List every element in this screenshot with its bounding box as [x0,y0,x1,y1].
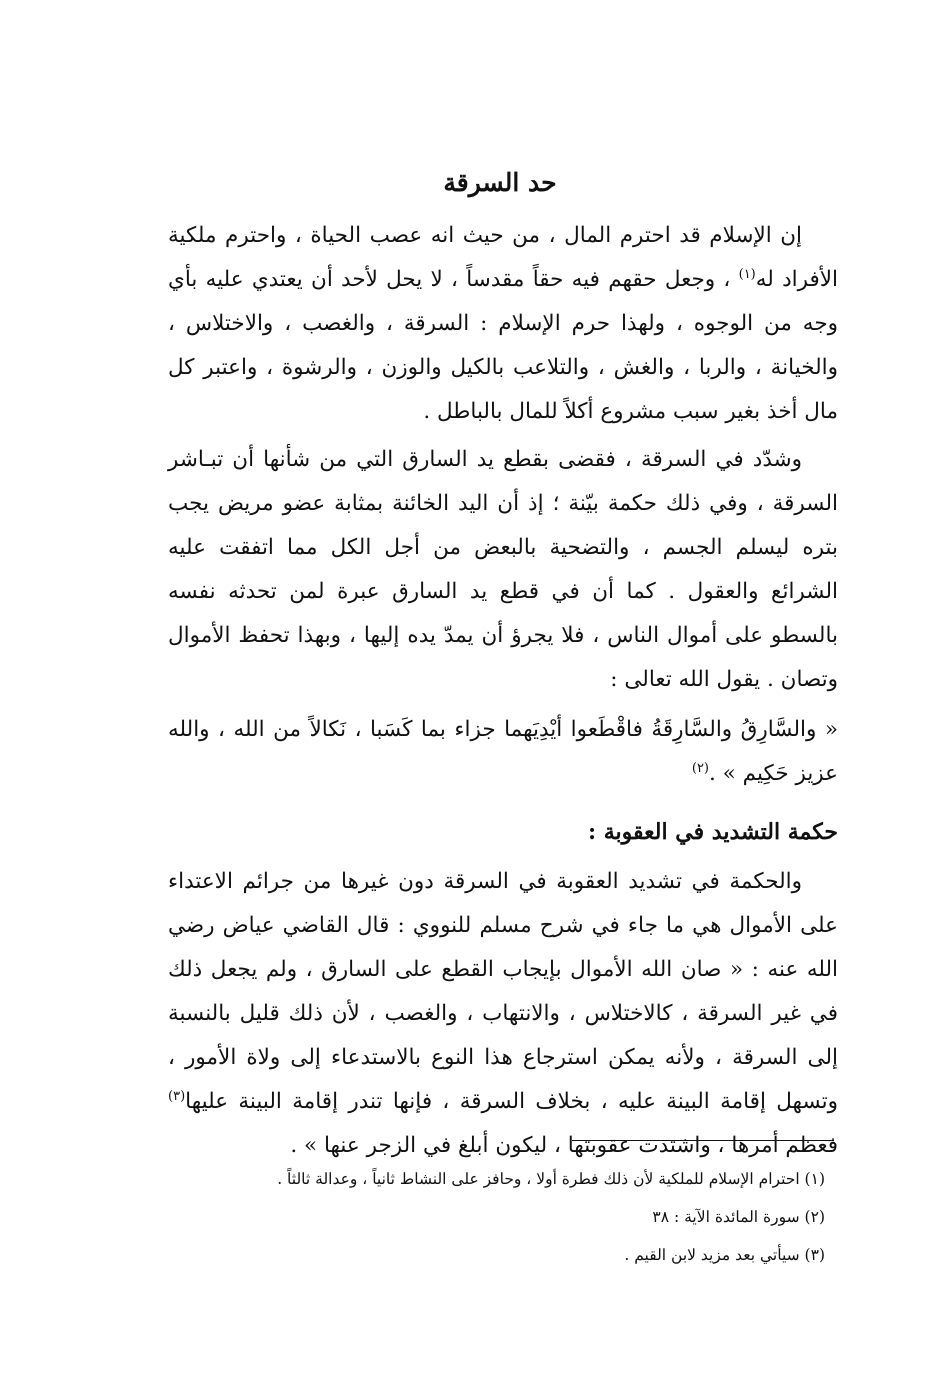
paragraph-3-part-2: فعظم أمرها ، واشتدت عقوبتها ، ليكون أبلغ في الزجر عنها » . [290,1133,838,1158]
section-heading: حكمة التشديد في العقوبة : [587,819,838,845]
paragraph-3 [168,860,838,1168]
footnotes [160,1160,825,1274]
footnote-3: (٣) سيأتي بعد مزيد لابن القيم . [624,1246,825,1264]
footnote-ref-1: (١) [738,266,756,282]
paragraph-1 [168,214,838,434]
quote-text: « والسَّارِقُ والسَّارِقَةُ فاقْطَعوا أيْدِيَهما جزاء بما كَسَبا ، نَكالاً من الله ، والله عزيز حَكِيم » . [168,717,838,786]
paragraph-1-part-2: ، وجعل حقهم فيه حقاً مقدساً ، لا يحل لأحد أن يعتدي عليه بأي وجه من الوجوه ، ولهذا حرم الإسلام : السرقة ، والغصب ، والاختلاس ، والخيانة ، والربا ، والغش ، والتلاعب بالكيل والوزن ، والرشوة ، واعتبر كل مال أخذ بغير سبب مشروع أكلاً للمال بالباطل . [168,267,838,424]
page-title: حد السرقة [443,168,557,197]
paragraph-2: وشدّد في السرقة ، فقضى بقطع يد السارق التي من شأنها أن تبـاشر السرقة ، وفي ذلك حكمة بيّنة ؛ إذ أن اليد الخائنة بمثابة عضو مريض يجب بتره ليسلم الجسم ، والتضحية بالبعض من أجل الكل مما اتفقت عليه الشرائع والعقول . كما أن في قطع يد السارق عبرة لمن تحدثه نفسه بالسطو على أموال الناس ، فلا يجرؤ أن يمدّ يده إليها ، وبهذا تحفظ الأموال وتصان . يقول الله تعالى : [168,447,838,692]
paragraph-3-part-1: والحكمة في تشديد العقوبة في السرقة دون غيرها من جرائم الاعتداء على الأموال هي ما جاء في شرح مسلم للنووي : قال القاضي عياض رضي الله عنه : « صان الله الأموال بإيجاب القطع على السارق ، ولم يجعل ذلك في غير السرقة ، كالاختلاس ، والانتهاب ، والغصب ، لأن ذلك قليل بالنسبة إلى السرقة ، ولأنه يمكن استرجاع هذا النوع بالاستدعاء إلى ولاة الأمور ، وتسهل إقامة البينة عليه ، بخلاف السرقة ، فإنها تندر إقامة البينة عليها [168,869,838,1114]
footnote-ref-2: (٢) [691,760,709,776]
quran-quote [168,708,838,796]
footnote-1: (١) احترام الإسلام للملكية لأن ذلك فطرة أولا ، وحافز على النشاط ثانياً ، وعدالة ثالثاً . [277,1170,825,1188]
body-text [168,214,838,1168]
footnote-divider [572,1140,834,1141]
paragraph-1-part-1: إن الإسلام قد احترم المال ، من حيث انه عصب الحياة ، واحترم ملكية الأفراد له [168,223,838,292]
footnote-2: (٢) سورة المائدة الآية : ٣٨ [652,1208,825,1226]
footnote-ref-3: (٣) [168,1088,186,1104]
